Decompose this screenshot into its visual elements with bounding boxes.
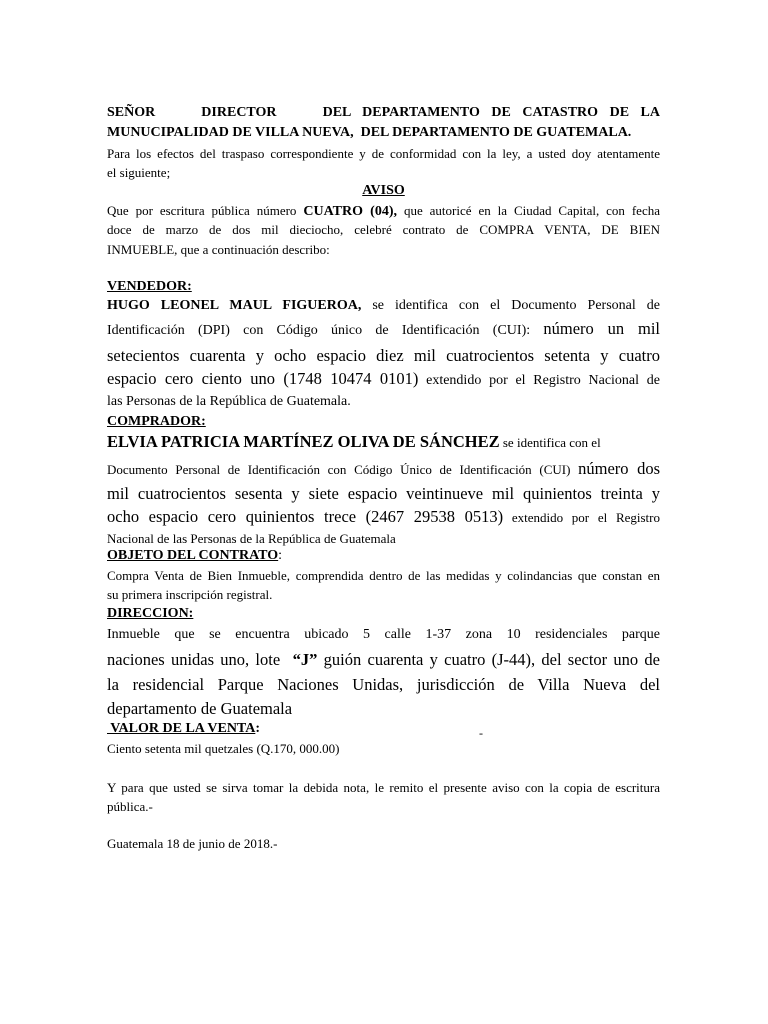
aviso-line-1: Que por escritura pública número CUATRO (04), que autoricé en la Ciudad Capital, con fecha	[107, 203, 660, 219]
vendedor-line-3: setecientos cuarenta y ocho espacio diez mil cuatrocientos setenta y cuatro	[107, 346, 660, 365]
comprador-line-1: ELVIA PATRICIA MARTÍNEZ OLIVA DE SÁNCHEZ se identifica con el	[107, 432, 601, 451]
comprador-line-2: Documento Personal de Identificación con Código Único de Identificación (CUI) número dos	[107, 459, 660, 478]
addressee-line-2: MUNUCIPALIDAD DE VILLA NUEVA, DEL DEPARTAMENTO DE GUATEMALA.	[107, 125, 632, 140]
direccion-line-1: Inmueble que se encuentra ubicado 5 calle 1-37 zona 10 residenciales parque	[107, 627, 660, 642]
direccion-line-2: naciones unidas uno, lote “J” guión cuarenta y cuatro (J-44), del sector uno de	[107, 650, 661, 669]
addressee-line-1: SEÑOR DIRECTOR DEL DEPARTAMENTO DE CATASTRO DE LA	[107, 105, 660, 120]
objeto-heading: OBJETO DEL CONTRATO:	[107, 548, 283, 563]
direccion-line-4: departamento de Guatemala	[107, 699, 293, 718]
comprador-line-3: mil cuatrocientos sesenta y siete espacio veintinueve mil quinientos treinta y	[107, 484, 660, 503]
valor-heading: VALOR DE LA VENTA:	[107, 721, 261, 736]
intro-line-1: Para los efectos del traspaso correspondiente y de conformidad con la ley, a usted doy atentamente	[107, 146, 660, 161]
document-title: AVISO	[362, 183, 405, 198]
direccion-line-3: la residencial Parque Naciones Unidas, jurisdicción de Villa Nueva del	[107, 675, 660, 694]
vendedor-heading: VENDEDOR:	[107, 279, 192, 294]
comprador-heading: COMPRADOR:	[107, 414, 206, 429]
comprador-line-4: ocho espacio cero quinientos trece (2467 29538 0513) extendido por el Registro	[107, 507, 660, 526]
direccion-heading: DIRECCION:	[107, 606, 194, 621]
vendedor-line-4: espacio cero ciento uno (1748 10474 0101) extendido por el Registro Nacional de	[107, 369, 660, 388]
intro-line-2: el siguiente;	[107, 165, 171, 180]
aviso-line-3: INMUEBLE, que a continuación describo:	[107, 242, 330, 257]
objeto-line-1: Compra Venta de Bien Inmueble, comprendida dentro de las medidas y colindancias que constan en	[107, 568, 660, 583]
date-line: Guatemala 18 de junio de 2018.-	[107, 836, 278, 851]
vendedor-line-2: Identificación (DPI) con Código único de Identificación (CUI): número un mil	[107, 319, 660, 338]
closing-line-1: Y para que usted se sirva tomar la debida nota, le remito el presente aviso con la copia de escritura	[107, 780, 660, 795]
vendedor-line-5: las Personas de la República de Guatemala.	[107, 394, 351, 409]
comprador-line-5: Nacional de las Personas de la República de Guatemala	[107, 531, 396, 546]
valor-line-1: Ciento setenta mil quetzales (Q.170, 000.00)	[107, 741, 340, 756]
stray-dash: -	[479, 726, 483, 740]
objeto-line-2: su primera inscripción registral.	[107, 587, 273, 602]
aviso-line-2: doce de marzo de dos mil dieciocho, celebré contrato de COMPRA VENTA, DE BIEN	[107, 222, 660, 237]
closing-line-2: pública.-	[107, 799, 153, 814]
vendedor-line-1: HUGO LEONEL MAUL FIGUEROA, se identifica con el Documento Personal de	[107, 298, 660, 313]
